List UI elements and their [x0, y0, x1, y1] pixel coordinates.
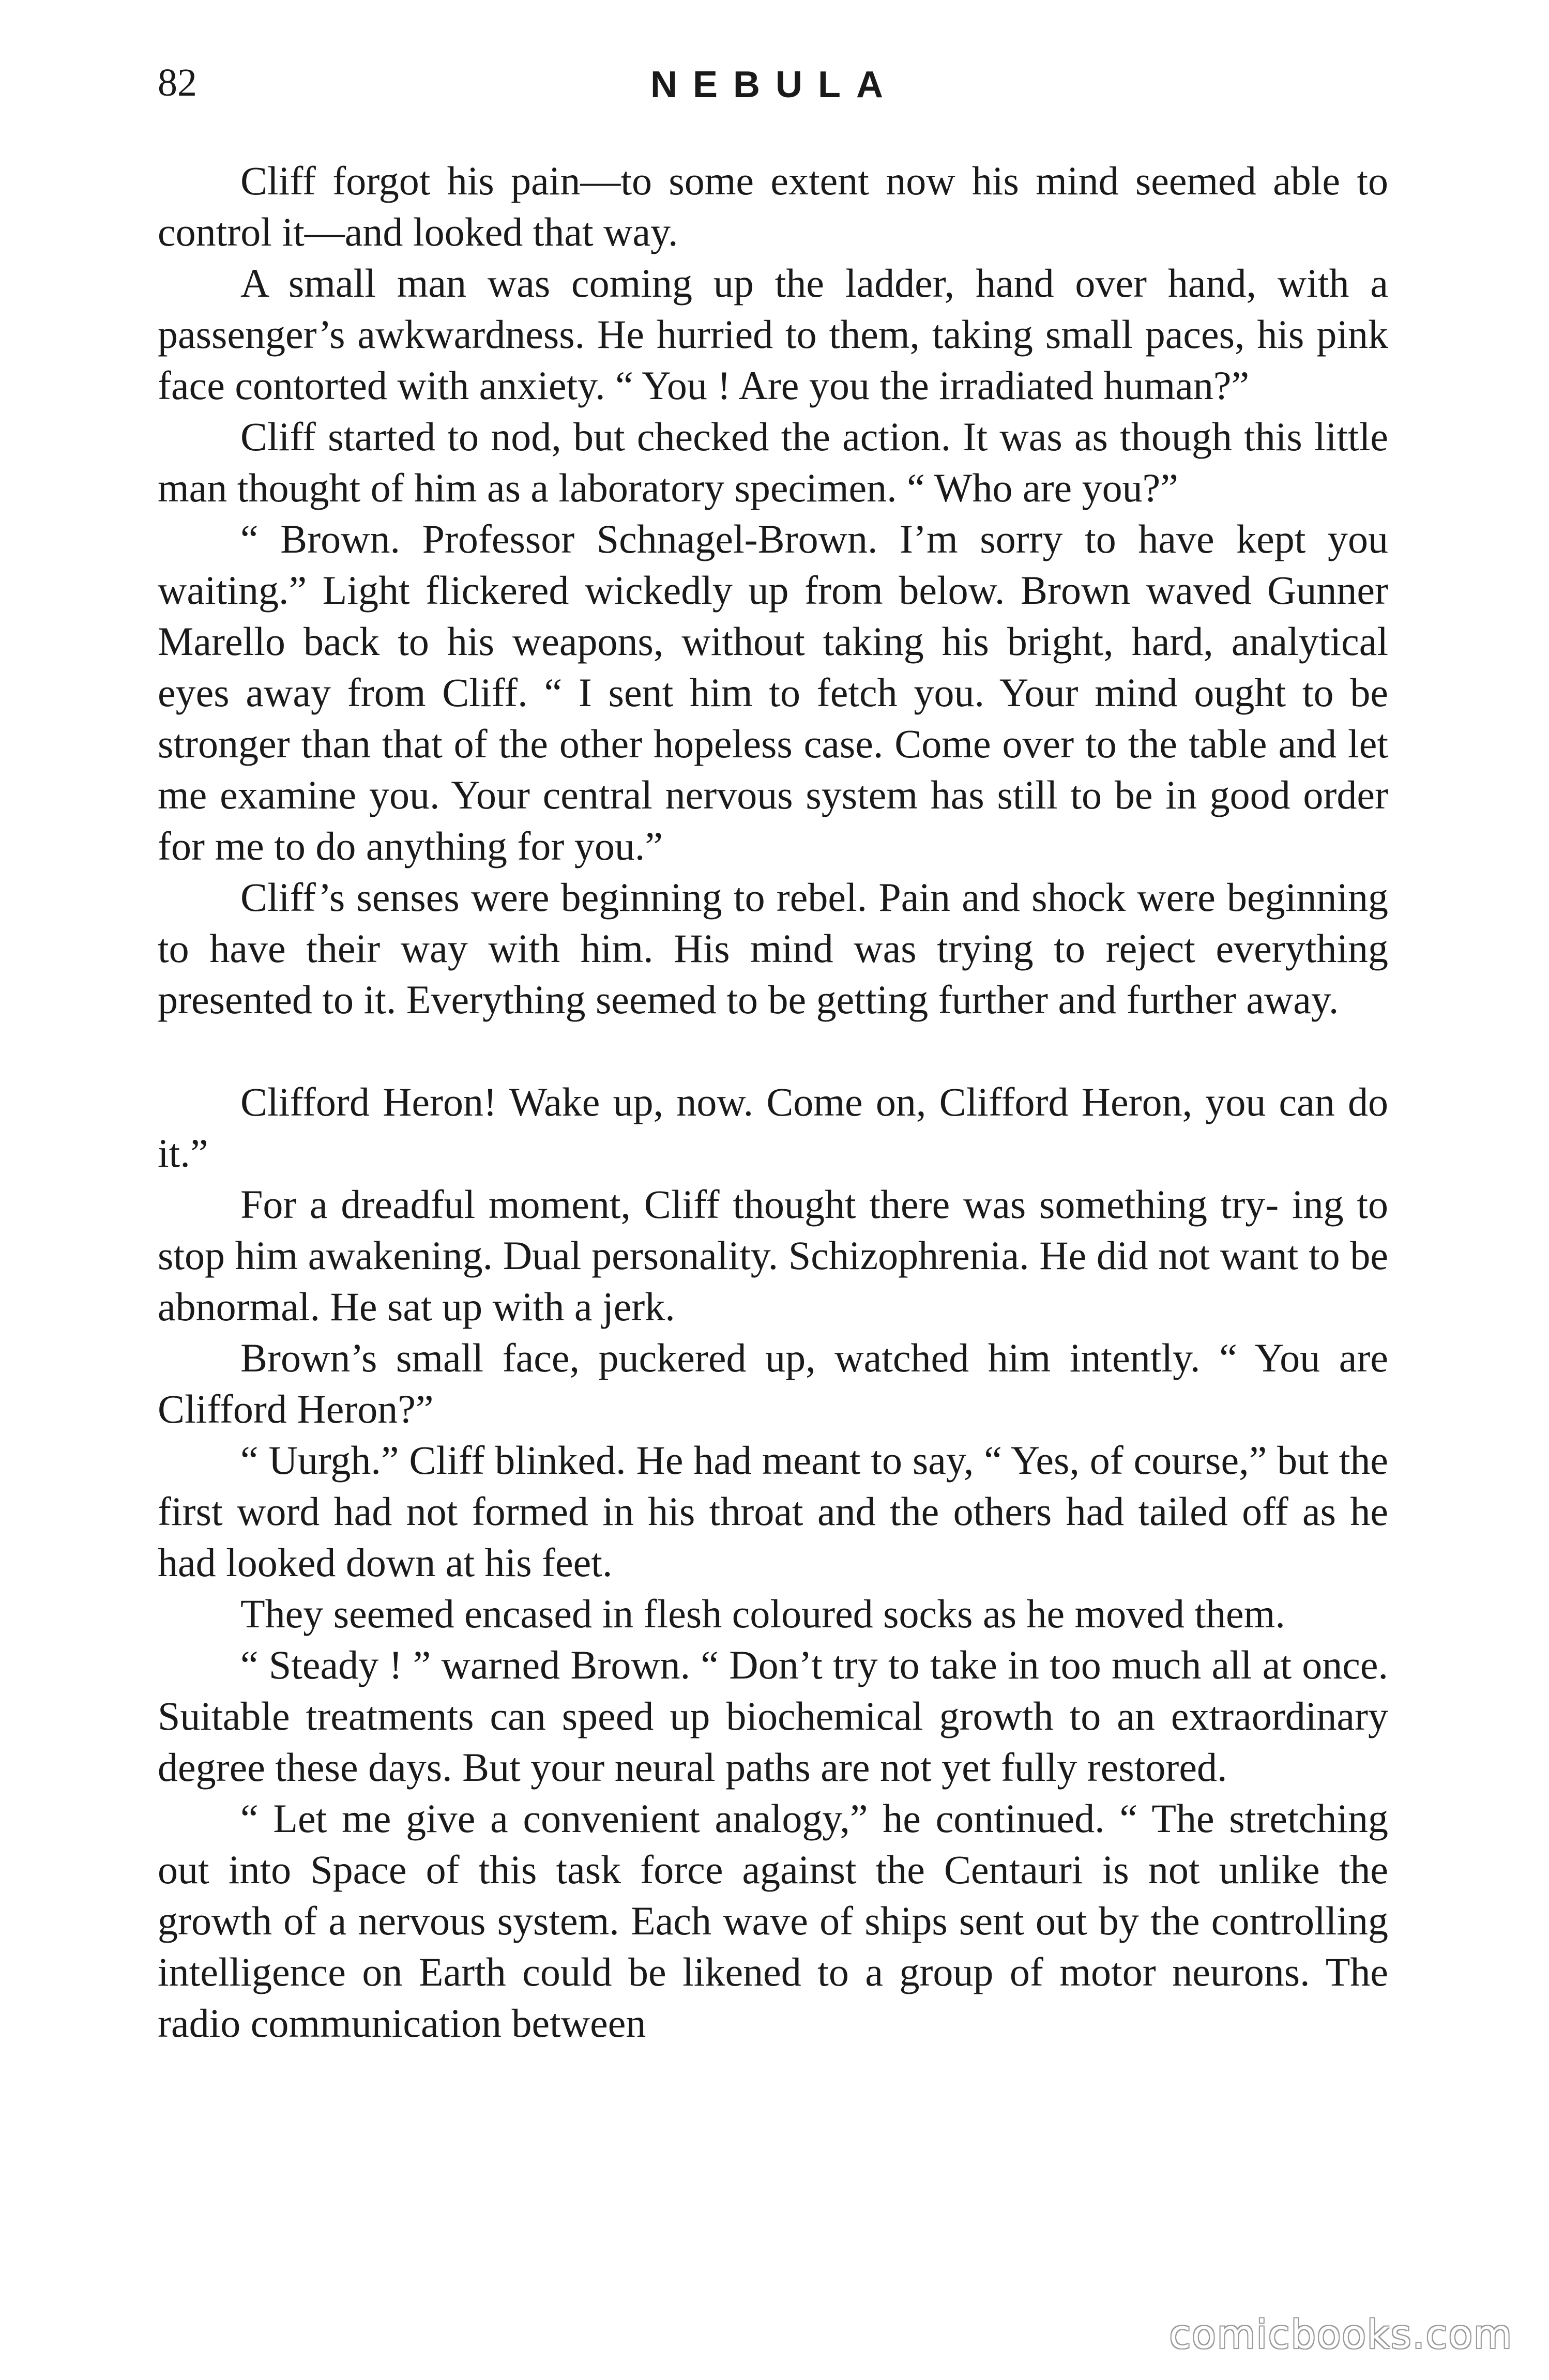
- paragraph: Cliff forgot his pain—to some extent now his mind seemed able to control it—and looked that way.: [158, 158, 1388, 254]
- paragraph: Brown’s small face, puckered up, watched him intently. “ You are Clifford Heron?”: [158, 1335, 1388, 1431]
- paragraph: “ Let me give a convenient analogy,” he continued. “ The stretching out into Space of this task force against the Centauri is not unlike the growth of a nervous system. Each wave of ships sent out by the controlling intelligence on Earth could be likened to a group of motor neurons. The radio communication between: [158, 1796, 1388, 2046]
- running-head-title: NEBULA: [650, 64, 899, 105]
- paragraph: Cliff started to nod, but checked the action. It was as though this little man thought of him as a laboratory specimen. “ Who are you?”: [158, 414, 1388, 510]
- paragraph: “ Brown. Professor Schnagel-Brown. I’m sorry to have kept you waiting.” Light flickered wickedly up from below. Brown waved Gunner Marello back to his weapons, without taking his bright, hard, analytical eyes away from Cliff. “ I sent him to fetch you. Your mind ought to be stronger than that of the other hopeless case. Come over to the table and let me examine you. Your central nervous system has still to be in good order for me to do anything for you.”: [158, 516, 1388, 868]
- watermark-text: comicbooks.com: [1169, 2311, 1513, 2357]
- page-number: 82: [158, 61, 197, 104]
- paragraph: They seemed encased in flesh coloured socks as he moved them.: [240, 1591, 1285, 1636]
- paragraph: Clifford Heron! Wake up, now. Come on, Clifford Heron, you can do it.”: [158, 1079, 1388, 1176]
- paragraph: “ Uurgh.” Cliff blinked. He had meant to say, “ Yes, of course,” but the first word had not formed in his throat and the others had tailed off as he had looked down at his feet.: [158, 1438, 1388, 1585]
- body-text: [158, 155, 1388, 2049]
- paragraph: “ Steady ! ” warned Brown. “ Don’t try to take in too much all at once. Suitable treatments can speed up biochemical growth to an extraordinary degree these days. But your neural paths are not yet fully restored.: [158, 1642, 1388, 1790]
- section-break: [158, 1025, 1388, 1076]
- paragraph: Cliff’s senses were beginning to rebel. Pain and shock were beginning to have their way with him. His mind was trying to reject everything presented to it. Everything seemed to be getting further and further away.: [158, 875, 1388, 1022]
- paragraph: For a dreadful moment, Cliff thought there was something try- ing to stop him awakening. Dual personality. Schizophrenia. He did not want to be abnormal. He sat up with a jerk.: [158, 1182, 1388, 1329]
- paragraph: A small man was coming up the ladder, hand over hand, with a passenger’s awkwardness. He hurried to them, taking small paces, his pink face contorted with anxiety. “ You ! Are you the irradiated human?”: [158, 261, 1388, 408]
